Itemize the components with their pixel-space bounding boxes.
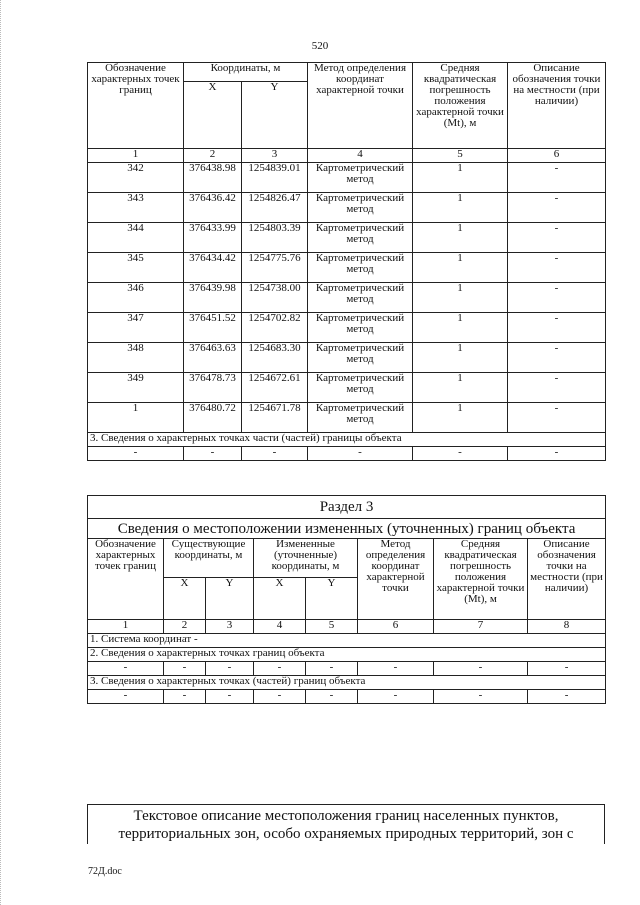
dash-cell: - [88, 447, 184, 461]
header-x: X [254, 578, 306, 620]
cell-y: 1254672.61 [242, 373, 308, 403]
cell-point: 343 [88, 193, 184, 223]
boundary-points-table [87, 62, 606, 461]
dash-cell: - [528, 690, 606, 704]
cell-error: 1 [413, 223, 508, 253]
cell-x: 376433.99 [184, 223, 242, 253]
dash-cell: - [358, 662, 434, 676]
cell-y: 1254671.78 [242, 403, 308, 433]
colnum: 5 [306, 620, 358, 634]
header-point: Обозначение характерных точек границ [88, 63, 184, 149]
header-x: X [164, 578, 206, 620]
cell-point: 347 [88, 313, 184, 343]
colnum: 2 [164, 620, 206, 634]
cell-point: 344 [88, 223, 184, 253]
cell-y: 1254803.39 [242, 223, 308, 253]
cell-method: Картометрический метод [308, 253, 413, 283]
dash-cell: - [254, 690, 306, 704]
cell-error: 1 [413, 283, 508, 313]
colnum: 4 [308, 149, 413, 163]
table-row [88, 403, 606, 433]
cell-error: 1 [413, 403, 508, 433]
cell-x: 376478.73 [184, 373, 242, 403]
header-y: Y [306, 578, 358, 620]
dash-cell: - [306, 662, 358, 676]
header-existing: Существующие координаты, м [164, 539, 254, 578]
dash-cell: - [434, 662, 528, 676]
footer-filename: 72Д.doc [88, 866, 122, 877]
text-description-line: Текстовое описание местоположения границ населенных пунктов, [133, 808, 559, 824]
cell-method: Картометрический метод [308, 373, 413, 403]
section3-label: 3. Сведения о характерных точках (частей) границ объекта [88, 676, 606, 690]
header-error: Средняя квадратическая погрешность положения характерной точки (Mt), м [434, 539, 528, 620]
colnum: 4 [254, 620, 306, 634]
cell-error: 1 [413, 163, 508, 193]
colnum: 3 [242, 149, 308, 163]
dash-cell: - [88, 662, 164, 676]
header-method: Метод определения координат характерной точки [358, 539, 434, 620]
cell-desc: - [508, 403, 606, 433]
cell-x: 376438.98 [184, 163, 242, 193]
section3-table [87, 495, 606, 704]
cell-point: 1 [88, 403, 184, 433]
cell-x: 376434.42 [184, 253, 242, 283]
cell-method: Картометрический метод [308, 223, 413, 253]
cell-method: Картометрический метод [308, 283, 413, 313]
dash-cell: - [358, 690, 434, 704]
page-number: 520 [311, 40, 329, 52]
section3-label: 3. Сведения о характерных точках части (частей) границы объекта [88, 433, 606, 447]
header-y: Y [242, 82, 308, 149]
colnum: 1 [88, 149, 184, 163]
cell-desc: - [508, 223, 606, 253]
colnum: 6 [508, 149, 606, 163]
cell-x: 376439.98 [184, 283, 242, 313]
colnum: 6 [358, 620, 434, 634]
coord-system: 1. Система координат - [88, 634, 606, 648]
table-row [88, 223, 606, 253]
table-row [88, 373, 606, 403]
header-method: Метод определения координат характерной точки [308, 63, 413, 149]
page-edge [0, 0, 3, 905]
cell-point: 348 [88, 343, 184, 373]
colnum: 1 [88, 620, 164, 634]
cell-y: 1254839.01 [242, 163, 308, 193]
dash-cell: - [184, 447, 242, 461]
dash-cell: - [164, 662, 206, 676]
cell-x: 376480.72 [184, 403, 242, 433]
header-desc: Описание обозначения точки на местности (при наличии) [528, 539, 606, 620]
dash-cell: - [254, 662, 306, 676]
cell-y: 1254775.76 [242, 253, 308, 283]
header-point: Обозначение характерных точек границ [88, 539, 164, 620]
cell-x: 376451.52 [184, 313, 242, 343]
cell-desc: - [508, 373, 606, 403]
cell-point: 345 [88, 253, 184, 283]
cell-desc: - [508, 253, 606, 283]
cell-point: 342 [88, 163, 184, 193]
section-subtitle: Сведения о местоположении измененных (уточненных) границ объекта [88, 519, 606, 539]
colnum: 3 [206, 620, 254, 634]
cell-method: Картометрический метод [308, 163, 413, 193]
cell-point: 349 [88, 373, 184, 403]
cell-x: 376436.42 [184, 193, 242, 223]
table-row [88, 313, 606, 343]
cell-y: 1254702.82 [242, 313, 308, 343]
dash-cell: - [508, 447, 606, 461]
colnum: 7 [434, 620, 528, 634]
table-row [88, 163, 606, 193]
cell-x: 376463.63 [184, 343, 242, 373]
dash-cell: - [308, 447, 413, 461]
dash-cell: - [434, 690, 528, 704]
table-row [88, 343, 606, 373]
header-y: Y [206, 578, 254, 620]
cell-error: 1 [413, 193, 508, 223]
cell-method: Картометрический метод [308, 313, 413, 343]
cell-error: 1 [413, 313, 508, 343]
table-row [88, 283, 606, 313]
colnum: 2 [184, 149, 242, 163]
section-title: Раздел 3 [88, 496, 606, 519]
section2-label: 2. Сведения о характерных точках границ объекта [88, 648, 606, 662]
cell-error: 1 [413, 343, 508, 373]
header-x: X [184, 82, 242, 149]
cell-method: Картометрический метод [308, 403, 413, 433]
cell-y: 1254738.00 [242, 283, 308, 313]
cell-point: 346 [88, 283, 184, 313]
dash-cell: - [164, 690, 206, 704]
dash-cell: - [206, 690, 254, 704]
dash-cell: - [528, 662, 606, 676]
text-description-box [87, 804, 605, 844]
header-coords: Координаты, м [184, 63, 308, 82]
dash-cell: - [413, 447, 508, 461]
text-description-line: территориальных зон, особо охраняемых природных территорий, зон с [118, 826, 574, 842]
header-changed: Измененные (уточненные) координаты, м [254, 539, 358, 578]
cell-desc: - [508, 283, 606, 313]
dash-cell: - [206, 662, 254, 676]
dash-cell: - [242, 447, 308, 461]
header-desc: Описание обозначения точки на местности (при наличии) [508, 63, 606, 149]
cell-desc: - [508, 163, 606, 193]
table-row [88, 253, 606, 283]
cell-error: 1 [413, 253, 508, 283]
header-error: Средняя квадратическая погрешность положения характерной точки (Mt), м [413, 63, 508, 149]
colnum: 8 [528, 620, 606, 634]
cell-desc: - [508, 343, 606, 373]
table-row [88, 193, 606, 223]
cell-error: 1 [413, 373, 508, 403]
cell-y: 1254826.47 [242, 193, 308, 223]
cell-method: Картометрический метод [308, 343, 413, 373]
cell-method: Картометрический метод [308, 193, 413, 223]
cell-desc: - [508, 193, 606, 223]
dash-cell: - [88, 690, 164, 704]
dash-cell: - [306, 690, 358, 704]
cell-y: 1254683.30 [242, 343, 308, 373]
cell-desc: - [508, 313, 606, 343]
colnum: 5 [413, 149, 508, 163]
